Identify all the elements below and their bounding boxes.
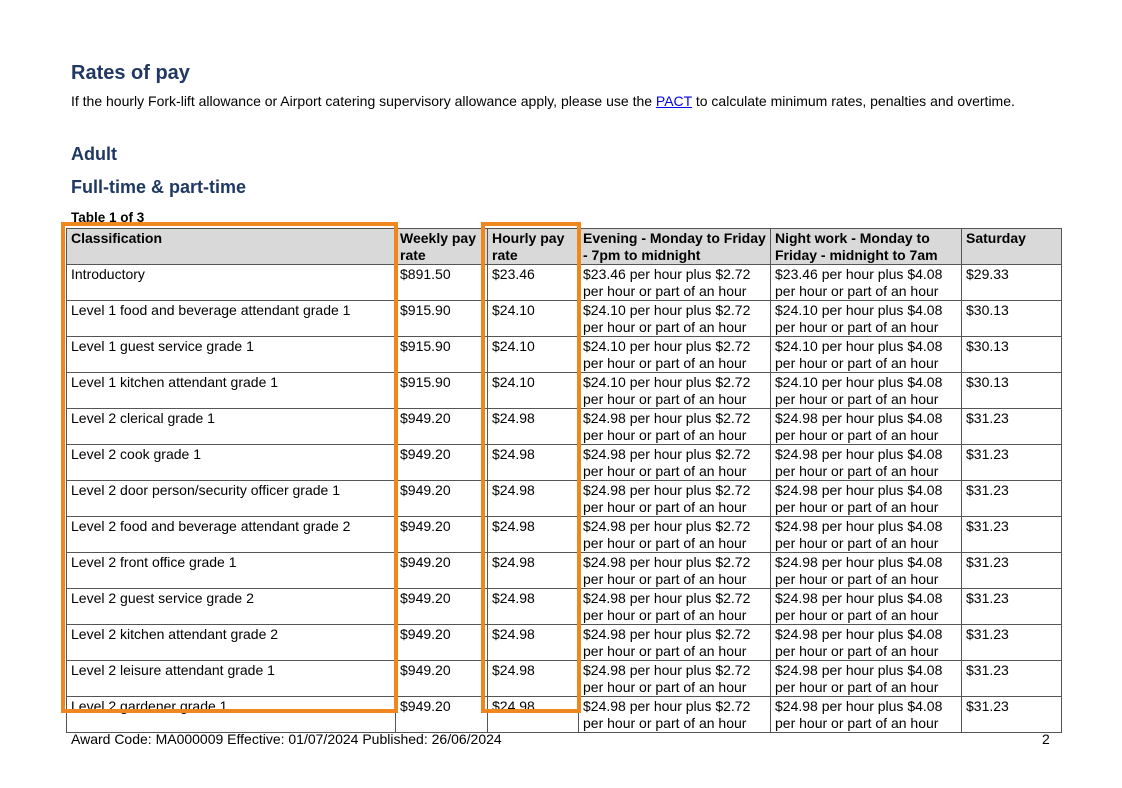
table-cell: $24.98 per hour plus $4.08 per hour or part of an hour	[771, 697, 962, 733]
table-row	[67, 697, 1062, 733]
table-cell: $30.13	[962, 373, 1062, 409]
table-cell: Level 1 guest service grade 1	[67, 337, 396, 373]
table-cell: $891.50	[396, 265, 488, 301]
column-header: Evening - Monday to Friday - 7pm to midnight	[579, 229, 771, 265]
table-cell: $24.98 per hour plus $2.72 per hour or part of an hour	[579, 625, 771, 661]
table-cell: $31.23	[962, 625, 1062, 661]
table-cell: $949.20	[396, 445, 488, 481]
table-cell: Level 2 gardener grade 1	[67, 697, 396, 733]
table-cell: $30.13	[962, 337, 1062, 373]
table-cell: Level 2 front office grade 1	[67, 553, 396, 589]
table-cell: $24.98 per hour plus $4.08 per hour or part of an hour	[771, 517, 962, 553]
table-cell: $23.46	[488, 265, 579, 301]
table-cell: $24.98 per hour plus $2.72 per hour or part of an hour	[579, 553, 771, 589]
table-row	[67, 589, 1062, 625]
table-cell: $31.23	[962, 589, 1062, 625]
table-cell: Level 2 door person/security officer grade 1	[67, 481, 396, 517]
table-cell: Level 2 guest service grade 2	[67, 589, 396, 625]
table-cell: $24.98 per hour plus $2.72 per hour or part of an hour	[579, 589, 771, 625]
table-cell: $24.10 per hour plus $2.72 per hour or part of an hour	[579, 373, 771, 409]
column-header: Hourly pay rate	[488, 229, 579, 265]
page-number: 2	[1042, 731, 1050, 747]
table-cell: $24.10	[488, 301, 579, 337]
table-cell: $24.98	[488, 625, 579, 661]
table-cell: $24.98 per hour plus $4.08 per hour or part of an hour	[771, 661, 962, 697]
table-cell: $24.98	[488, 553, 579, 589]
table-cell: $24.10 per hour plus $2.72 per hour or part of an hour	[579, 337, 771, 373]
table-row	[67, 517, 1062, 553]
table-cell: $24.98 per hour plus $2.72 per hour or part of an hour	[579, 661, 771, 697]
table-row	[67, 625, 1062, 661]
table-cell: $23.46 per hour plus $2.72 per hour or part of an hour	[579, 265, 771, 301]
table-cell: Introductory	[67, 265, 396, 301]
table-cell: $24.98	[488, 661, 579, 697]
table-caption: Table 1 of 3	[71, 210, 145, 225]
table-cell: $31.23	[962, 445, 1062, 481]
column-header: Weekly pay rate	[396, 229, 488, 265]
table-header-row	[67, 229, 1062, 265]
table-cell: $24.10 per hour plus $4.08 per hour or part of an hour	[771, 301, 962, 337]
intro-text-before: If the hourly Fork-lift allowance or Airport catering supervisory allowance apply, please use the	[71, 93, 656, 109]
table-cell: $24.98 per hour plus $4.08 per hour or part of an hour	[771, 553, 962, 589]
section-heading: Adult	[71, 144, 117, 164]
table-cell: Level 2 clerical grade 1	[67, 409, 396, 445]
table-cell: $31.23	[962, 481, 1062, 517]
table-cell: $915.90	[396, 301, 488, 337]
table-cell: $24.98	[488, 697, 579, 733]
table-cell: $31.23	[962, 661, 1062, 697]
table-row	[67, 661, 1062, 697]
table-cell: Level 2 kitchen attendant grade 2	[67, 625, 396, 661]
table-cell: Level 1 kitchen attendant grade 1	[67, 373, 396, 409]
table-cell: $949.20	[396, 553, 488, 589]
table-cell: $949.20	[396, 517, 488, 553]
table-row	[67, 553, 1062, 589]
table-cell: $24.98	[488, 517, 579, 553]
table-row	[67, 337, 1062, 373]
table-cell: $24.10 per hour plus $4.08 per hour or part of an hour	[771, 337, 962, 373]
table-cell: $24.98 per hour plus $2.72 per hour or part of an hour	[579, 445, 771, 481]
table-cell: $949.20	[396, 697, 488, 733]
table-row	[67, 301, 1062, 337]
table-cell: $24.98 per hour plus $2.72 per hour or part of an hour	[579, 517, 771, 553]
footer-text: Award Code: MA000009 Effective: 01/07/2024 Published: 26/06/2024	[71, 731, 502, 747]
table-cell: Level 1 food and beverage attendant grade 1	[67, 301, 396, 337]
table-cell: $949.20	[396, 661, 488, 697]
table-cell: $915.90	[396, 337, 488, 373]
table-cell: $949.20	[396, 409, 488, 445]
table-cell: $24.98 per hour plus $4.08 per hour or part of an hour	[771, 481, 962, 517]
column-header: Night work - Monday to Friday - midnight to 7am	[771, 229, 962, 265]
table-cell: $31.23	[962, 697, 1062, 733]
pact-link[interactable]: PACT	[655, 93, 692, 109]
table-row	[67, 409, 1062, 445]
table-cell: $24.98 per hour plus $4.08 per hour or part of an hour	[771, 589, 962, 625]
table-row	[67, 373, 1062, 409]
table-cell: $29.33	[962, 265, 1062, 301]
column-header: Classification	[67, 229, 396, 265]
intro-text-after: to calculate minimum rates, penalties and overtime.	[691, 93, 1015, 109]
table-cell: $915.90	[396, 373, 488, 409]
table-cell: $31.23	[962, 409, 1062, 445]
subsection-heading: Full-time & part-time	[71, 177, 247, 197]
table-cell: $24.98	[488, 409, 579, 445]
table-cell: Level 2 leisure attendant grade 1	[67, 661, 396, 697]
table-cell: $24.98	[488, 445, 579, 481]
table-row	[67, 481, 1062, 517]
intro-paragraph	[71, 91, 1031, 111]
column-header: Saturday	[962, 229, 1062, 265]
table-cell: $24.98 per hour plus $4.08 per hour or part of an hour	[771, 625, 962, 661]
table-cell: Level 2 food and beverage attendant grade 2	[67, 517, 396, 553]
table-row	[67, 265, 1062, 301]
table-cell: $31.23	[962, 517, 1062, 553]
table-cell: $24.10 per hour plus $4.08 per hour or part of an hour	[771, 373, 962, 409]
table-cell: $24.10 per hour plus $2.72 per hour or part of an hour	[579, 301, 771, 337]
table-cell: $949.20	[396, 481, 488, 517]
table-cell: $24.98 per hour plus $2.72 per hour or part of an hour	[579, 481, 771, 517]
table-cell: $949.20	[396, 625, 488, 661]
table-cell: $24.98 per hour plus $2.72 per hour or part of an hour	[579, 409, 771, 445]
table-cell: Level 2 cook grade 1	[67, 445, 396, 481]
table-cell: $24.98 per hour plus $4.08 per hour or part of an hour	[771, 409, 962, 445]
page-title: Rates of pay	[71, 62, 190, 84]
table-cell: $31.23	[962, 553, 1062, 589]
table-cell: $949.20	[396, 589, 488, 625]
table-row	[67, 445, 1062, 481]
table-cell: $24.98 per hour plus $2.72 per hour or part of an hour	[579, 697, 771, 733]
table-cell: $24.98	[488, 481, 579, 517]
table-cell: $23.46 per hour plus $4.08 per hour or part of an hour	[771, 265, 962, 301]
table-cell: $24.98 per hour plus $4.08 per hour or part of an hour	[771, 445, 962, 481]
table-cell: $24.98	[488, 589, 579, 625]
table-cell: $30.13	[962, 301, 1062, 337]
rates-table	[66, 228, 1062, 733]
table-cell: $24.10	[488, 337, 579, 373]
table-cell: $24.10	[488, 373, 579, 409]
